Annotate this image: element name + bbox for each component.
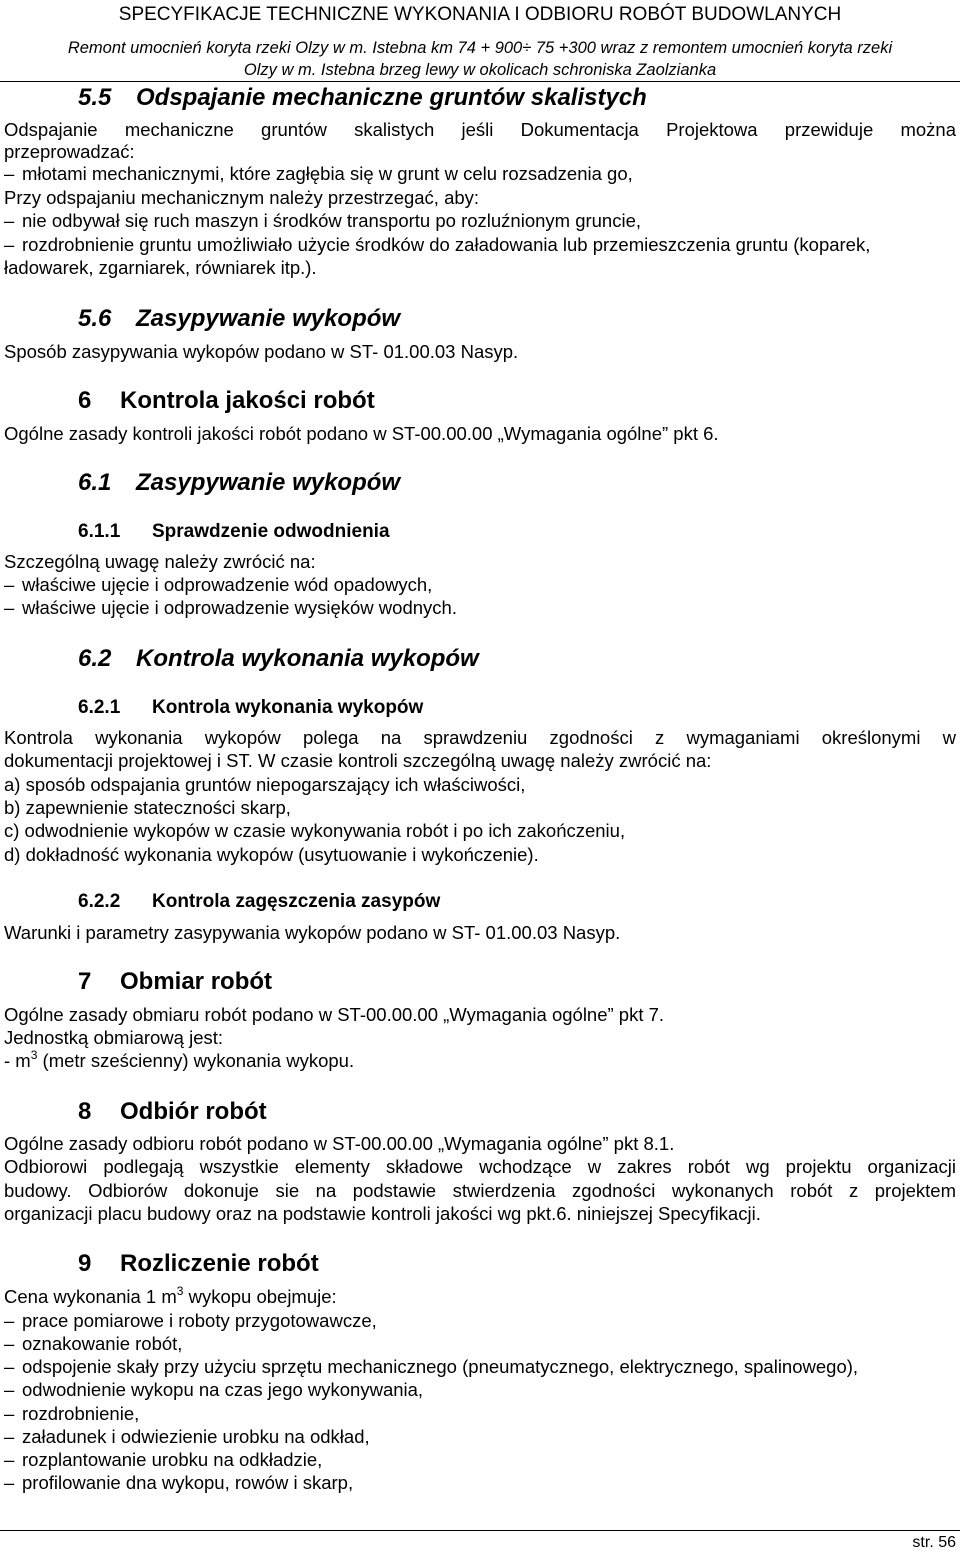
document-header-subtitle-1: Remont umocnień koryta rzeki Olzy w m. Istebna km 74 + 900÷ 75 +300 wraz z remontem umocnień koryta rzeki	[67, 39, 893, 57]
paragraph-9: Cena wykonania 1 $m^3$ wykopu obejmuje:	[4, 1284, 337, 1307]
paragraph-7-line-2: Jednostką obmiarową jest:	[4, 1027, 224, 1048]
heading-6-1-1: 6.1.1 Sprawdzenie odwodnienia	[78, 521, 390, 542]
list-item: – oznakowanie robót,	[4, 1333, 183, 1354]
heading-9: 9 Rozliczenie robót	[78, 1250, 319, 1277]
list-item: d) dokładność wykonania wykopów (usytuowanie i wykończenie).	[4, 844, 539, 865]
list-item: – młotami mechanicznymi, które zagłębia się w grunt w celu rozsadzenia go,	[4, 163, 633, 184]
list-item: – załadunek i odwiezienie urobku na odkład,	[4, 1426, 370, 1447]
list-item: – rozdrobnienie gruntu umożliwiało użycie środków do załadowania lub przemieszczenia gruntu (koparek,	[4, 234, 871, 255]
paragraph-6-1-1: Szczególną uwagę należy zwrócić na:	[4, 551, 316, 572]
list-item: – rozplantowanie urobku na odkładzie,	[4, 1449, 323, 1470]
paragraph-7-line-3: - $m^3$ (metr sześcienny) wykonania wykopu.	[4, 1048, 355, 1071]
list-item: – profilowanie dna wykopu, rowów i skarp,	[4, 1472, 354, 1493]
paragraph-8-line-4: organizacji placu budowy oraz na podstawie kontroli jakości wg pkt.6. niniejszej Specyfikacji.	[4, 1203, 761, 1224]
paragraph-8-line-3: budowy. Odbiorów dokonuje sie na podstawie stwierdzenia zgodności wykonanych robót z projektem	[4, 1180, 956, 1201]
footer-divider	[0, 1530, 960, 1531]
paragraph-7-line-1: Ogólne zasady obmiaru robót podano w ST-00.00.00 „Wymagania ogólne” pkt 7.	[4, 1004, 665, 1025]
header-divider	[0, 81, 960, 82]
paragraph-5-5-line-3: Przy odspajaniu mechanicznym należy przestrzegać, aby:	[4, 187, 480, 208]
heading-6-2: 6.2 Kontrola wykonania wykopów	[78, 645, 479, 672]
paragraph-5-5-line-2: przeprowadzać:	[4, 141, 135, 162]
list-item: – nie odbywał się ruch maszyn i środków transportu po rozluźnionym gruncie,	[4, 210, 642, 231]
paragraph-8-line-1: Ogólne zasady odbioru robót podano w ST-00.00.00 „Wymagania ogólne” pkt 8.1.	[4, 1133, 675, 1154]
paragraph-5-6: Sposób zasypywania wykopów podano w ST- 01.00.03 Nasyp.	[4, 341, 519, 362]
paragraph-6: Ogólne zasady kontroli jakości robót podano w ST-00.00.00 „Wymagania ogólne” pkt 6.	[4, 423, 719, 444]
list-item: – odspojenie skały przy użyciu sprzętu mechanicznego (pneumatycznego, elektrycznego, spalinowego),	[4, 1356, 859, 1377]
document-header-subtitle-2: Olzy w m. Istebna brzeg lewy w okolicach schroniska Zaolzianka	[243, 61, 717, 79]
list-item: – właściwe ujęcie i odprowadzenie wysięków wodnych.	[4, 597, 457, 618]
heading-6: 6 Kontrola jakości robót	[78, 387, 375, 414]
paragraph-8-line-2: Odbiorowi podlegają wszystkie elementy składowe wchodzące w zakres robót wg projektu organizacji	[4, 1156, 956, 1177]
list-item-continued: ładowarek, zgarniarek, równiarek itp.).	[4, 257, 317, 278]
paragraph-6-2-2: Warunki i parametry zasypywania wykopów podano w ST- 01.00.03 Nasyp.	[4, 922, 621, 943]
heading-5-6: 5.6 Zasypywanie wykopów	[78, 305, 401, 332]
list-item: – prace pomiarowe i roboty przygotowawcze,	[4, 1310, 377, 1331]
list-item: – odwodnienie wykopu na czas jego wykonywania,	[4, 1379, 424, 1400]
document-header-title: SPECYFIKACJE TECHNICZNE WYKONANIA I ODBIORU ROBÓT BUDOWLANYCH	[118, 4, 842, 25]
list-item: a) sposób odspajania gruntów niepogarszający ich właściwości,	[4, 774, 526, 795]
list-item: – rozdrobnienie,	[4, 1403, 140, 1424]
list-item: b) zapewnienie stateczności skarp,	[4, 797, 291, 818]
paragraph-6-2-1-line-2: dokumentacji projektowej i ST. W czasie kontroli szczególną uwagę należy zwrócić na:	[4, 750, 712, 771]
heading-5-5: 5.5 Odspajanie mechaniczne gruntów skalistych	[78, 84, 647, 111]
paragraph-6-2-1-line-1: Kontrola wykonania wykopów polega na sprawdzeniu zgodności z wymaganiami określonymi w	[4, 727, 956, 748]
paragraph-5-5-line-1: Odspajanie mechaniczne gruntów skalistych jeśli Dokumentacja Projektowa przewiduje można	[4, 119, 956, 140]
heading-6-1: 6.1 Zasypywanie wykopów	[78, 469, 401, 496]
list-item: – właściwe ujęcie i odprowadzenie wód opadowych,	[4, 574, 433, 595]
heading-8: 8 Odbiór robót	[78, 1098, 267, 1125]
heading-6-2-1: 6.2.1 Kontrola wykonania wykopów	[78, 697, 424, 718]
heading-7: 7 Obmiar robót	[78, 968, 273, 995]
list-item: c) odwodnienie wykopów w czasie wykonywania robót i po ich zakończeniu,	[4, 820, 626, 841]
heading-6-2-2: 6.2.2 Kontrola zagęszczenia zasypów	[78, 891, 441, 912]
page-number: str. 56	[912, 1534, 956, 1551]
